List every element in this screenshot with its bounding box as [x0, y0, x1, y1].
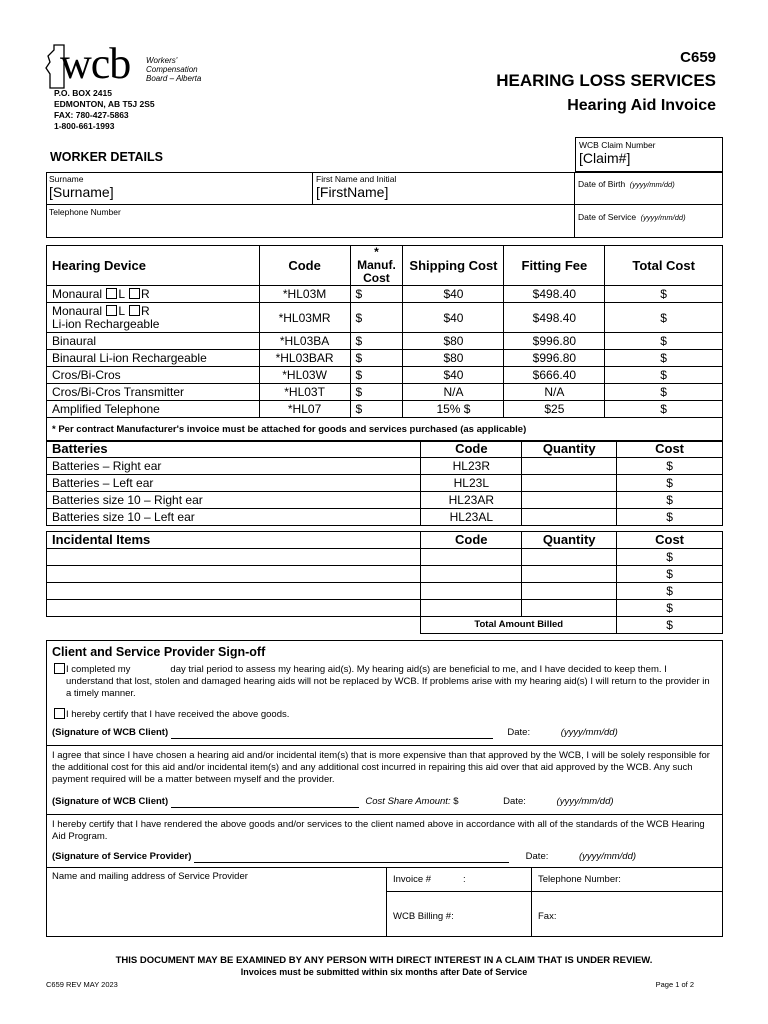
quantity-cell[interactable] — [522, 475, 617, 492]
table-row — [47, 475, 723, 492]
code-cell[interactable] — [421, 600, 522, 617]
cost-cell[interactable]: $ — [617, 458, 723, 475]
cost-cell[interactable]: $ — [617, 549, 723, 566]
firstname-field[interactable] — [313, 172, 575, 205]
received-goods-text: I hereby certify that I have received the above goods. — [66, 709, 290, 720]
manuf-cost-cell[interactable]: $ — [350, 401, 403, 418]
manuf-cost-cell[interactable]: $ — [350, 286, 403, 303]
table-row — [47, 549, 723, 566]
device-name — [47, 286, 260, 303]
table-row — [47, 384, 723, 401]
date-label: Date: — [525, 851, 549, 862]
fitting-cell: $666.40 — [504, 367, 605, 384]
manuf-cost-cell[interactable]: $ — [350, 303, 403, 333]
hearing-device-table — [46, 245, 723, 442]
received-goods-checkbox[interactable] — [54, 708, 65, 719]
code-cell[interactable] — [421, 549, 522, 566]
client-signature-field[interactable] — [171, 798, 359, 808]
device-name: Binaural — [47, 333, 260, 350]
manuf-cost-cell[interactable]: $ — [350, 333, 403, 350]
right-ear-checkbox[interactable] — [129, 288, 140, 299]
col-cost: Cost — [617, 441, 723, 458]
col-code: Code — [259, 246, 350, 286]
wcb-logo: wcb — [60, 39, 131, 88]
form-code: C659 — [680, 49, 716, 66]
left-ear-checkbox[interactable] — [106, 305, 117, 316]
device-label: Monaural — [52, 303, 103, 318]
device-sublabel: Li-ion Rechargeable — [52, 316, 160, 331]
total-amount-cell[interactable]: $ — [617, 617, 723, 634]
surname-value: [Surname] — [49, 184, 114, 200]
manuf-cost-cell[interactable]: $ — [350, 367, 403, 384]
item-cell[interactable] — [47, 600, 421, 617]
code-cell[interactable] — [421, 566, 522, 583]
quantity-cell[interactable] — [522, 509, 617, 526]
form-revision: C659 REV MAY 2023 — [46, 980, 118, 989]
cost-cell[interactable]: $ — [617, 492, 723, 509]
battery-name: Batteries size 10 – Right ear — [47, 492, 421, 509]
col-incidental-items: Incidental Items — [47, 532, 421, 549]
cost-share-field[interactable]: $ — [453, 796, 459, 807]
phone-label: Telephone Number — [49, 207, 121, 217]
divider — [531, 867, 532, 937]
left-label: L — [118, 287, 125, 301]
battery-name: Batteries – Left ear — [47, 475, 421, 492]
device-label: Monaural — [52, 287, 103, 301]
total-cell[interactable]: $ — [605, 303, 723, 333]
battery-name: Batteries – Right ear — [47, 458, 421, 475]
table-row — [47, 492, 723, 509]
divider — [46, 814, 723, 815]
col-code: Code — [421, 532, 522, 549]
quantity-cell[interactable] — [522, 492, 617, 509]
code-cell[interactable] — [421, 583, 522, 600]
cost-share-text: I agree that since I have chosen a hearing aid and/or incidental item(s) that is more expensive than that approved by the WCB, I will be solely responsible for the additional cost for this aid and/or incidental item(s) and any additional cost incurred in repairing this aid over that aid approved by the WCB. Any such payment required will be a matter between myself and the provider. — [52, 750, 710, 785]
provider-certify-text: I hereby certify that I have rendered the above goods and/or services to the client named above in accordance with all of the standards of the WCB Hearing Aid Program. — [52, 819, 705, 842]
left-ear-checkbox[interactable] — [106, 288, 117, 299]
page-number: Page 1 of 2 — [655, 980, 694, 989]
battery-name: Batteries size 10 – Left ear — [47, 509, 421, 526]
device-code: *HL03MR — [259, 303, 350, 333]
client-signature-field[interactable] — [171, 729, 493, 739]
left-label: L — [118, 303, 125, 318]
dos-format: (yyyy/mm/dd) — [640, 213, 686, 222]
device-code: *HL03BAR — [259, 350, 350, 367]
device-name: Cros/Bi-Cros Transmitter — [47, 384, 260, 401]
client-signature-line-1 — [52, 727, 717, 739]
firstname-value: [FirstName] — [316, 184, 389, 200]
table-row — [47, 583, 723, 600]
fitting-cell: $996.80 — [504, 350, 605, 367]
address-line: P.O. BOX 2415 — [54, 88, 112, 98]
provider-signature-label: (Signature of Service Provider) — [52, 851, 192, 862]
device-code: *HL03T — [259, 384, 350, 401]
col-batteries: Batteries — [47, 441, 421, 458]
col-code: Code — [421, 441, 522, 458]
date-format[interactable]: (yyyy/mm/dd) — [560, 727, 618, 738]
shipping-cell: $80 — [403, 350, 504, 367]
review-notice: THIS DOCUMENT MAY BE EXAMINED BY ANY PERSON WITH DIRECT INTEREST IN A CLAIM THAT IS UNDER REVIEW. — [115, 955, 653, 966]
total-cell[interactable]: $ — [605, 384, 723, 401]
date-label: Date: — [503, 796, 526, 807]
logo-sub-line: Board – Alberta — [146, 74, 202, 83]
dob-format: (yyyy/mm/dd) — [629, 180, 675, 189]
shipping-cell: N/A — [403, 384, 504, 401]
table-row — [47, 600, 723, 617]
provider-signature-line — [52, 851, 717, 863]
shipping-cell: $40 — [403, 303, 504, 333]
table-row — [47, 367, 723, 384]
invoice-number-field[interactable] — [393, 874, 466, 886]
batteries-table — [46, 440, 723, 526]
table-row — [47, 333, 723, 350]
table-row — [47, 303, 723, 333]
blank-cell — [47, 617, 421, 634]
quantity-cell[interactable] — [522, 549, 617, 566]
provider-name-address-field[interactable]: Name and mailing address of Service Provider — [52, 871, 248, 882]
col-manuf-cost: * Manuf. Cost — [350, 246, 403, 286]
trial-period-checkbox[interactable] — [54, 663, 65, 674]
col-hearing-device: Hearing Device — [47, 246, 260, 286]
device-code: *HL07 — [259, 401, 350, 418]
device-name — [47, 303, 260, 333]
invoice-colon: : — [463, 874, 466, 885]
cost-cell[interactable]: $ — [617, 583, 723, 600]
battery-code: HL23R — [421, 458, 522, 475]
fitting-cell: N/A — [504, 384, 605, 401]
provider-signature-field[interactable] — [194, 853, 509, 863]
table-row — [47, 566, 723, 583]
provider-fax-field[interactable]: Fax: — [538, 911, 557, 922]
manuf-cost-cell[interactable]: $ — [350, 350, 403, 367]
manufacturer-invoice-note: * Per contract Manufacturer's invoice must be attached for goods and services purchased (as applicable) — [47, 418, 723, 442]
client-signature-label: (Signature of WCB Client) — [52, 727, 169, 738]
incidental-items-table — [46, 531, 723, 634]
col-fitting-fee: Fitting Fee — [504, 246, 605, 286]
total-row — [47, 617, 723, 634]
fitting-cell: $25 — [504, 401, 605, 418]
device-name: Amplified Telephone — [47, 401, 260, 418]
dob-field[interactable] — [575, 172, 723, 205]
table-row — [47, 401, 723, 418]
table-row — [47, 350, 723, 367]
cost-cell[interactable]: $ — [617, 475, 723, 492]
device-code: *HL03W — [259, 367, 350, 384]
client-signature-line-2 — [52, 796, 717, 808]
client-signature-label: (Signature of WCB Client) — [52, 796, 169, 807]
device-name: Binaural Li-ion Rechargeable — [47, 350, 260, 367]
total-cell[interactable]: $ — [605, 401, 723, 418]
cost-cell[interactable]: $ — [617, 509, 723, 526]
dob-label: Date of Birth — [578, 179, 626, 189]
quantity-cell[interactable] — [522, 566, 617, 583]
total-cell[interactable]: $ — [605, 333, 723, 350]
quantity-cell[interactable] — [522, 583, 617, 600]
phone-field[interactable] — [46, 205, 575, 238]
right-label: R — [140, 303, 150, 318]
shipping-cell: $40 — [403, 367, 504, 384]
total-cell[interactable]: $ — [605, 367, 723, 384]
col-shipping-cost: Shipping Cost — [403, 246, 504, 286]
surname-label: Surname — [49, 174, 84, 184]
total-cell[interactable]: $ — [605, 350, 723, 367]
logo-sub-line: Workers' — [146, 56, 178, 65]
cost-cell[interactable]: $ — [617, 600, 723, 617]
wcb-billing-field[interactable]: WCB Billing #: — [393, 911, 454, 922]
surname-field[interactable] — [46, 172, 313, 205]
item-cell[interactable] — [47, 566, 421, 583]
trial-text-a: I completed my — [66, 664, 131, 675]
shipping-cell[interactable]: 15% $ — [403, 401, 504, 418]
claim-number-label: WCB Claim Number — [579, 140, 656, 150]
invoice-label: Invoice # — [393, 874, 432, 885]
form-title: HEARING LOSS SERVICES — [496, 71, 716, 90]
divider — [386, 891, 723, 892]
table-row — [47, 458, 723, 475]
table-row — [47, 509, 723, 526]
fitting-cell: $498.40 — [504, 303, 605, 333]
shipping-cell: $40 — [403, 286, 504, 303]
form-subtitle: Hearing Aid Invoice — [567, 97, 716, 114]
device-code: *HL03BA — [259, 333, 350, 350]
dos-label: Date of Service — [578, 212, 637, 222]
provider-phone-field[interactable]: Telephone Number: — [538, 874, 621, 885]
battery-code: HL23AR — [421, 492, 522, 509]
total-amount-label: Total Amount Billed — [421, 617, 617, 634]
battery-code: HL23L — [421, 475, 522, 492]
device-code: *HL03M — [259, 286, 350, 303]
submission-notice: Invoices must be submitted within six months after Date of Service — [240, 967, 528, 977]
wcb-address — [54, 88, 155, 132]
item-cell[interactable] — [47, 583, 421, 600]
col-quantity: Quantity — [522, 532, 617, 549]
right-label: R — [140, 287, 150, 301]
divider — [46, 745, 723, 746]
trial-text-b: day trial period to assess my hearing aid(s). My hearing aid(s) are beneficial to me, and I have decided to keep them. I understand that lost, stolen and damaged hearing aids will not be replaced by WCB. If problems arise with my hearing aid(s) I will return to the provider in a timely manner. — [66, 664, 710, 699]
date-format[interactable]: (yyyy/mm/dd) — [556, 796, 614, 807]
quantity-cell[interactable] — [522, 458, 617, 475]
claim-number-value: [Claim#] — [579, 150, 631, 166]
right-ear-checkbox[interactable] — [129, 305, 140, 316]
logo-subtitle — [146, 56, 216, 83]
address-line: 1-800-661-1993 — [54, 121, 115, 131]
address-line: EDMONTON, AB T5J 2S5 — [54, 99, 155, 109]
fitting-cell: $996.80 — [504, 333, 605, 350]
col-quantity: Quantity — [522, 441, 617, 458]
date-format[interactable]: (yyyy/mm/dd) — [579, 851, 637, 862]
signoff-title: Client and Service Provider Sign-off — [52, 645, 266, 659]
date-label: Date: — [507, 727, 531, 738]
table-row — [47, 286, 723, 303]
trial-period-text — [66, 664, 711, 700]
divider — [386, 867, 387, 937]
cost-cell[interactable]: $ — [617, 566, 723, 583]
firstname-label: First Name and Initial — [316, 174, 397, 184]
dos-field[interactable] — [575, 205, 723, 238]
total-cell[interactable]: $ — [605, 286, 723, 303]
fitting-cell: $498.40 — [504, 286, 605, 303]
battery-code: HL23AL — [421, 509, 522, 526]
address-line: FAX: 780-427-5863 — [54, 110, 129, 120]
cost-share-label: Cost Share Amount: — [365, 796, 451, 807]
item-cell[interactable] — [47, 549, 421, 566]
shipping-cell: $80 — [403, 333, 504, 350]
quantity-cell[interactable] — [522, 600, 617, 617]
device-name: Cros/Bi-Cros — [47, 367, 260, 384]
claim-number-field[interactable] — [575, 137, 723, 172]
worker-details-heading: WORKER DETAILS — [50, 150, 163, 164]
col-cost: Cost — [617, 532, 723, 549]
col-total-cost: Total Cost — [605, 246, 723, 286]
divider — [46, 867, 723, 868]
manuf-cost-cell[interactable]: $ — [350, 384, 403, 401]
logo-sub-line: Compensation — [146, 65, 198, 74]
